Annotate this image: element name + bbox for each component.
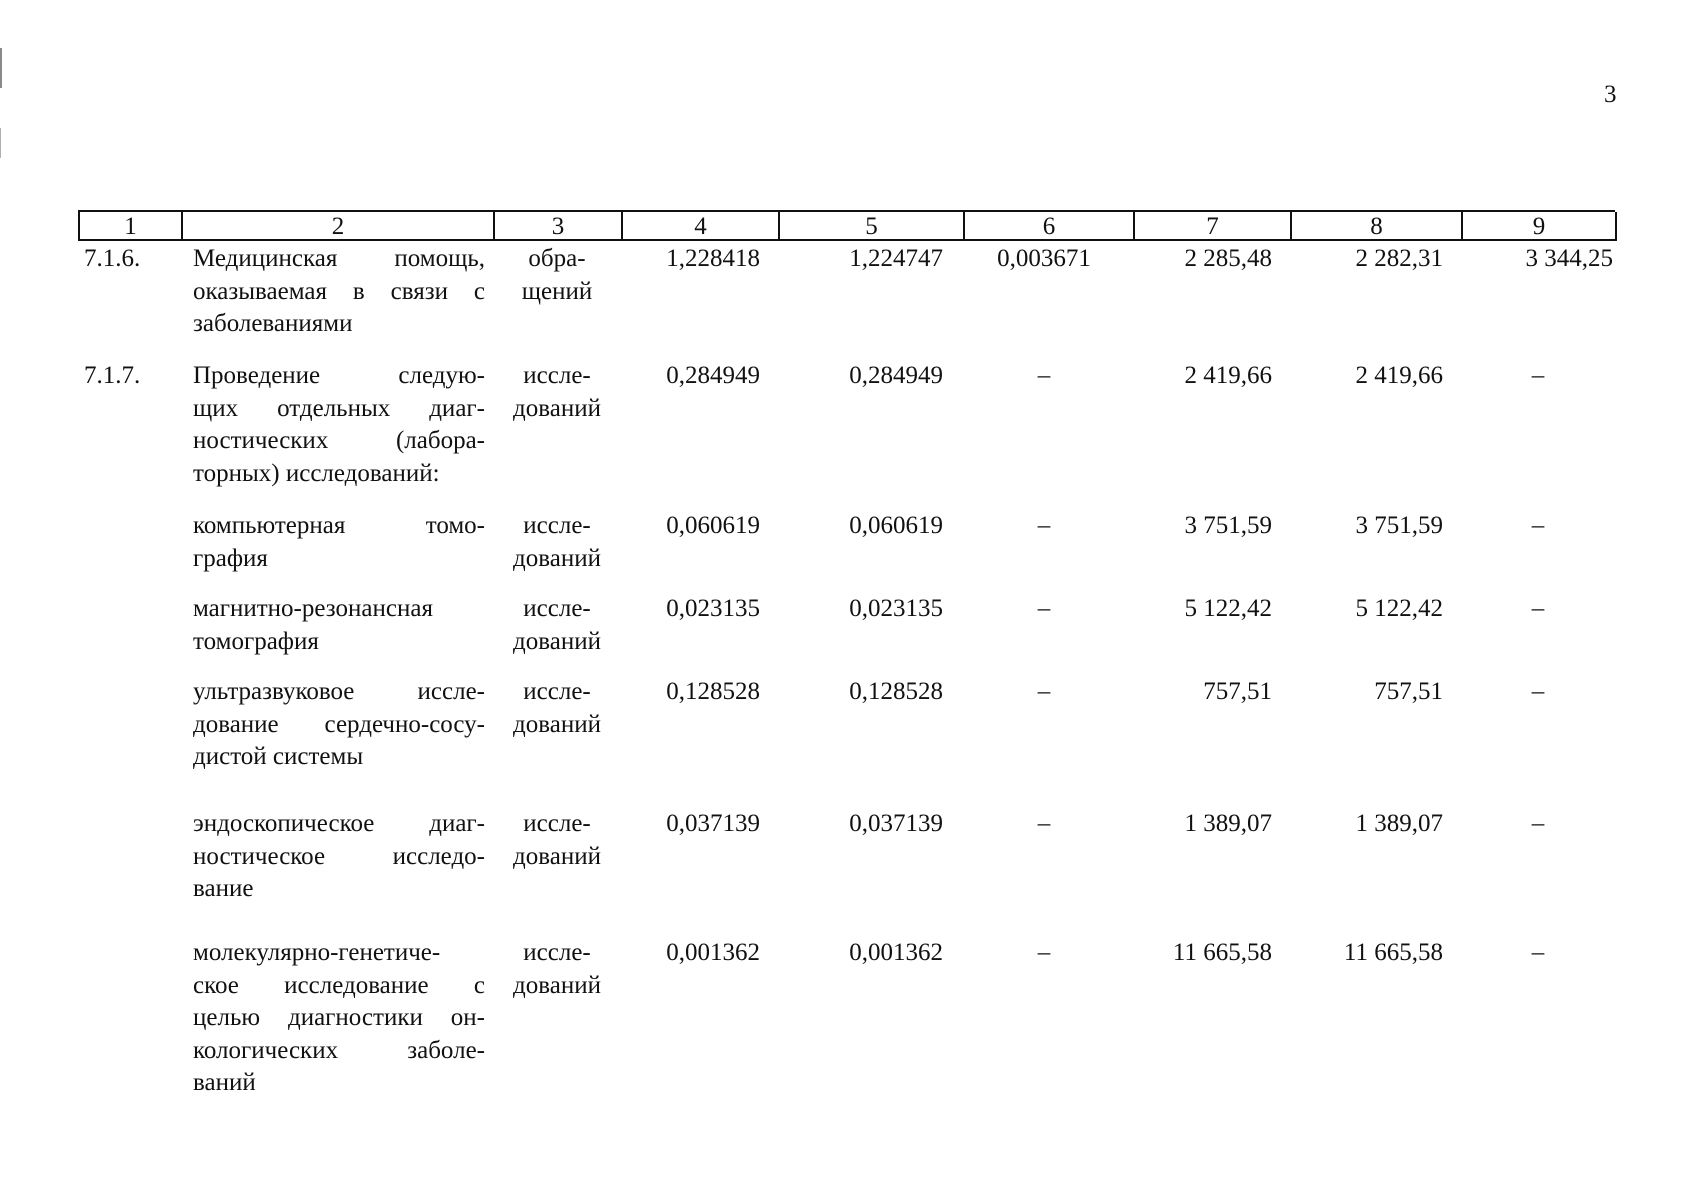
- table-row: [78, 808, 1615, 906]
- row-code: [78, 676, 181, 774]
- value-col-5: 0,284949: [849, 362, 943, 389]
- header-cell: 2: [183, 212, 495, 241]
- value-col-4: 0,037139: [666, 810, 760, 837]
- table-row: [78, 360, 1615, 490]
- row-name-line: дование сердечно-сосу-: [193, 710, 485, 738]
- row-unit-line: иссле-: [523, 939, 591, 966]
- row-unit-line: щений: [521, 277, 593, 305]
- row-name-line: оказываемая в связи с: [193, 277, 485, 305]
- value-col-4: 0,128528: [666, 678, 760, 705]
- row-name-line: кологических заболе-: [193, 1036, 485, 1064]
- value-col-8: 2 282,31: [1355, 245, 1443, 272]
- row-code: [78, 937, 181, 1100]
- row-unit: [493, 243, 621, 341]
- value-col-9: –: [1531, 810, 1545, 837]
- value-col-5: 0,128528: [849, 678, 943, 705]
- value-col-9: –: [1531, 512, 1545, 539]
- row-name-line: Медицинская помощь,: [193, 245, 485, 272]
- page-number: 3: [1604, 81, 1617, 108]
- value-col-6: 0,003671: [997, 245, 1091, 272]
- table-row: [78, 510, 1615, 575]
- row-name: [181, 243, 493, 341]
- header-cell: 3: [495, 212, 623, 241]
- value-col-6: –: [1037, 512, 1051, 539]
- value-col-8: 757,51: [1374, 678, 1443, 705]
- value-col-9: 3 344,25: [1525, 245, 1613, 272]
- value-col-9: –: [1531, 595, 1545, 622]
- row-unit: [493, 593, 621, 658]
- row-name-line: целью диагностики он-: [193, 1004, 485, 1031]
- header-cell: 8: [1292, 212, 1463, 241]
- row-name-line: ультразвуковое иссле-: [193, 678, 485, 705]
- row-name-line: ское исследование с: [193, 971, 485, 999]
- row-unit-line: дований: [513, 627, 601, 655]
- row-unit-line: иссле-: [523, 810, 591, 837]
- row-unit-line: дований: [513, 544, 601, 572]
- value-col-5: 0,037139: [849, 810, 943, 837]
- row-unit: [493, 937, 621, 1100]
- scan-edge-mark: [0, 128, 1, 158]
- header-cell: 6: [965, 212, 1135, 241]
- row-code: 7.1.6.: [84, 245, 141, 272]
- row-name-line: графия: [193, 544, 268, 572]
- value-col-4: 0,023135: [666, 595, 760, 622]
- table-row: [78, 676, 1615, 774]
- value-col-6: –: [1037, 678, 1051, 705]
- value-col-9: –: [1531, 939, 1545, 966]
- row-unit-line: дований: [513, 394, 601, 422]
- row-name: [181, 937, 493, 1100]
- value-col-8: 2 419,66: [1355, 362, 1443, 389]
- value-col-7: 2 419,66: [1184, 362, 1272, 389]
- scan-edge-mark: [0, 48, 2, 88]
- row-name-line: томография: [193, 627, 319, 655]
- row-code: 7.1.7.: [84, 362, 141, 389]
- value-col-4: 0,284949: [666, 362, 760, 389]
- row-unit-line: обра-: [528, 245, 586, 272]
- value-col-7: 3 751,59: [1184, 512, 1272, 539]
- row-unit: [493, 360, 621, 490]
- value-col-4: 0,001362: [666, 939, 760, 966]
- table-row: [78, 937, 1615, 1100]
- value-col-4: 1,228418: [666, 245, 760, 272]
- value-col-7: 2 285,48: [1184, 245, 1272, 272]
- row-unit-line: иссле-: [523, 678, 591, 705]
- row-name-line: торных) исследований:: [193, 459, 440, 487]
- row-name-line: заболеваниями: [193, 310, 353, 337]
- header-cell: 9: [1463, 212, 1617, 241]
- row-unit-line: иссле-: [523, 595, 591, 622]
- row-name-line: дистой системы: [193, 743, 364, 770]
- row-name-line: щих отдельных диаг-: [193, 394, 485, 422]
- row-name-line: ностическое исследо-: [193, 842, 485, 870]
- value-col-8: 1 389,07: [1355, 810, 1443, 837]
- value-col-8: 3 751,59: [1355, 512, 1443, 539]
- value-col-9: –: [1531, 362, 1545, 389]
- table-row: [78, 243, 1615, 341]
- value-col-9: –: [1531, 678, 1545, 705]
- header-cell: 7: [1135, 212, 1292, 241]
- row-name-line: ностических (лабора-: [193, 427, 485, 454]
- value-col-5: 1,224747: [849, 245, 943, 272]
- row-unit: [493, 808, 621, 906]
- row-name: [181, 808, 493, 906]
- row-name: [181, 360, 493, 490]
- row-unit: [493, 676, 621, 774]
- row-name-line: эндоскопическое диаг-: [193, 810, 485, 837]
- row-unit-line: дований: [513, 842, 601, 870]
- value-col-6: –: [1037, 362, 1051, 389]
- table-header-row: [78, 210, 1615, 241]
- value-col-8: 5 122,42: [1355, 595, 1443, 622]
- row-unit-line: иссле-: [523, 512, 591, 539]
- row-code: [78, 510, 181, 575]
- row-name-line: вание: [193, 875, 254, 902]
- row-name: [181, 593, 493, 658]
- value-col-6: –: [1037, 939, 1051, 966]
- row-name-line: Проведение следую-: [193, 362, 485, 389]
- value-col-7: 11 665,58: [1172, 939, 1272, 966]
- row-name: [181, 510, 493, 575]
- row-name-line: магнитно-резонансная: [193, 595, 433, 622]
- value-col-4: 0,060619: [666, 512, 760, 539]
- value-col-7: 5 122,42: [1184, 595, 1272, 622]
- row-name: [181, 676, 493, 774]
- header-cell: 4: [623, 212, 780, 241]
- value-col-6: –: [1037, 810, 1051, 837]
- value-col-7: 1 389,07: [1184, 810, 1272, 837]
- row-unit-line: иссле-: [523, 362, 591, 389]
- row-code: [78, 593, 181, 658]
- value-col-8: 11 665,58: [1343, 939, 1443, 966]
- row-name-line: молекулярно-генетиче-: [193, 939, 441, 966]
- header-cell: 1: [80, 212, 183, 241]
- row-unit-line: дований: [513, 710, 601, 738]
- value-col-7: 757,51: [1203, 678, 1272, 705]
- value-col-5: 0,023135: [849, 595, 943, 622]
- row-name-line: ваний: [193, 1069, 256, 1096]
- value-col-5: 0,001362: [849, 939, 943, 966]
- row-code: [78, 808, 181, 906]
- header-cell: 5: [780, 212, 965, 241]
- table-row: [78, 593, 1615, 658]
- value-col-5: 0,060619: [849, 512, 943, 539]
- row-name-line: компьютерная томо-: [193, 512, 485, 539]
- row-unit: [493, 510, 621, 575]
- row-unit-line: дований: [513, 971, 601, 999]
- value-col-6: –: [1037, 595, 1051, 622]
